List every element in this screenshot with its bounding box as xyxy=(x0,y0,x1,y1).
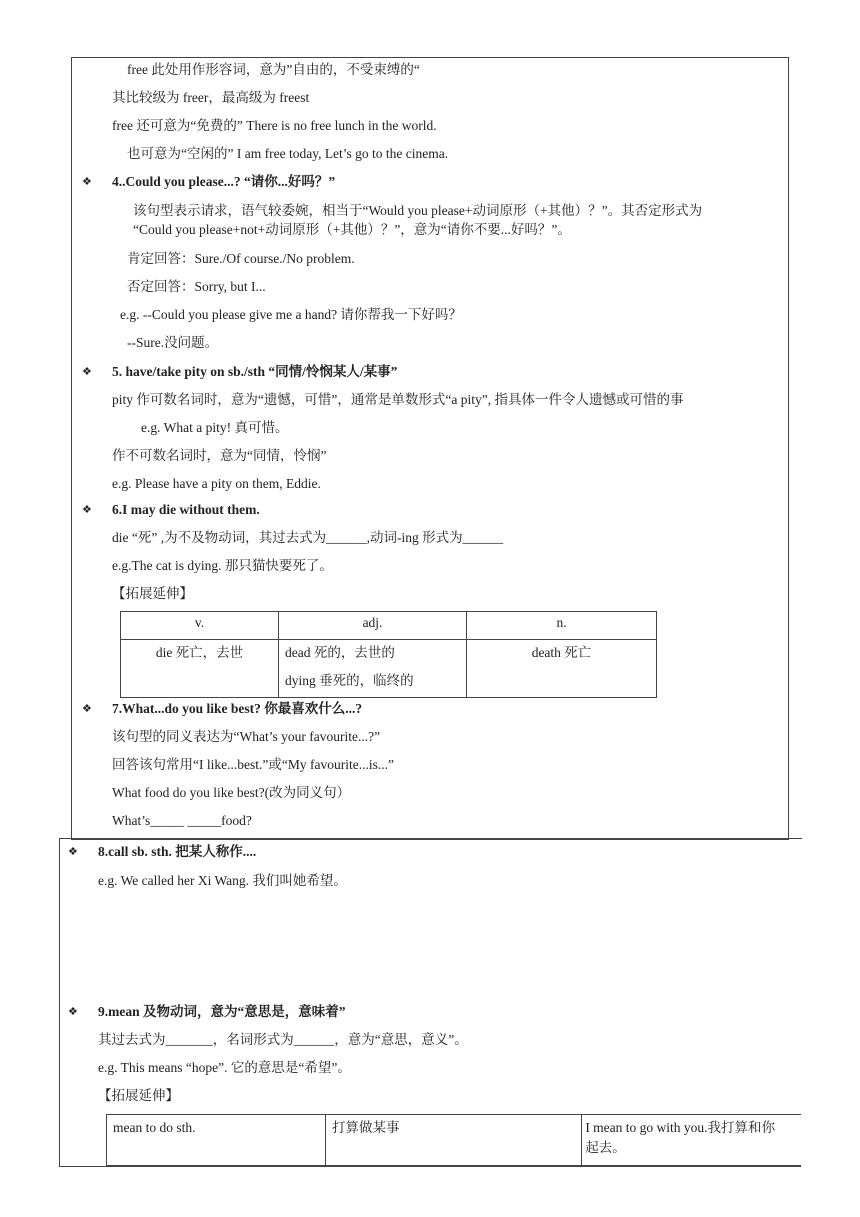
mean-usage-table xyxy=(106,1114,826,1166)
table-cell-adjective xyxy=(279,640,467,698)
section-6-example: e.g.The cat is dying. 那只猫快要死了。 xyxy=(112,558,333,573)
word-forms-table xyxy=(120,611,657,698)
section-4-example: e.g. --Could you please give me a hand? 请你帮我一下好吗？ xyxy=(120,307,462,322)
table-header-adjective: adj. xyxy=(279,612,467,640)
section-7-line-1: 该句型的同义表达为“What’s your favourite...?” xyxy=(112,729,381,744)
table-cell-adjective-dead: dead 死的，去世的 xyxy=(285,645,395,660)
bullet-diamond-icon: ❖ xyxy=(68,846,78,858)
section-4-heading: 4..Could you please...? “请你...好吗？” xyxy=(112,174,336,189)
section-4-line-2: “Could you please+not+动词原形（+其他）？”，意为“请你不要...好吗？”。 xyxy=(133,222,571,237)
table-cell-example-line-2: 起去。 xyxy=(585,1140,626,1155)
section-5-line-2: 作不可数名词时，意为“同情，怜悯” xyxy=(112,448,327,463)
table-cell-meaning: 打算做某事 xyxy=(325,1115,581,1166)
table-cell-adjective-dying: dying 垂死的，临终的 xyxy=(285,673,414,688)
table-header-verb: v. xyxy=(121,612,279,640)
table-row xyxy=(107,1115,826,1166)
section-4-positive-answer: 肯定回答：Sure./Of course./No problem. xyxy=(127,251,355,266)
section-9-heading: 9.mean 及物动词，意为“意思是，意味着” xyxy=(98,1004,346,1019)
section-7-exercise-blank: What’s_____ _____food? xyxy=(112,813,252,828)
free-meaning-idle: 也可意为“空闲的” I am free today, Let’s go to the cinema. xyxy=(127,146,449,161)
table-cell-example-line-1: I mean to go with you.我打算和你 xyxy=(585,1120,776,1135)
section-4-line-1: 该句型表示请求，语气较委婉，相当于“Would you please+动词原形（+其他）？”。其否定形式为 xyxy=(133,203,703,218)
section-8-example: e.g. We called her Xi Wang. 我们叫她希望。 xyxy=(98,873,347,888)
section-4-negative-answer: 否定回答：Sorry, but I... xyxy=(127,279,266,294)
section-6-heading: 6.I may die without them. xyxy=(112,502,260,517)
section-7-exercise: What food do you like best?(改为同义句） xyxy=(112,785,351,800)
free-meaning-free-of-charge: free 还可意为“免费的” There is no free lunch in the world. xyxy=(112,118,437,133)
table-header-row xyxy=(121,612,657,640)
section-4-example-answer: --Sure.没问题。 xyxy=(127,335,219,350)
section-9-extension-label: 【拓展延伸】 xyxy=(98,1088,179,1103)
section-5-example-1: e.g. What a pity! 真可惜。 xyxy=(141,420,289,435)
table-cell-noun: death 死亡 xyxy=(467,640,657,698)
bullet-diamond-icon: ❖ xyxy=(68,1006,78,1018)
table-cell-example xyxy=(582,1115,826,1166)
section-8-heading: 8.call sb. sth. 把某人称作.... xyxy=(98,844,257,859)
section-7-heading: 7.What...do you like best? 你最喜欢什么...? xyxy=(112,701,363,716)
section-6-line-1: die “死” ,为不及物动词，其过去式为______,动词-ing 形式为______ xyxy=(112,530,504,545)
bullet-diamond-icon: ❖ xyxy=(82,504,92,516)
free-comparative-note: 其比较级为 freer，最高级为 freest xyxy=(112,90,310,105)
table-header-noun: n. xyxy=(467,612,657,640)
bullet-diamond-icon: ❖ xyxy=(82,703,92,715)
section-5-example-2: e.g. Please have a pity on them, Eddie. xyxy=(112,476,321,491)
bullet-diamond-icon: ❖ xyxy=(82,366,92,378)
table-cell-verb: die 死亡，去世 xyxy=(121,640,279,698)
table-cell-phrase: mean to do sth. xyxy=(107,1115,326,1166)
section-5-line-1: pity 作可数名词时，意为“遗憾，可惜”，通常是单数形式“a pity”, 指具体一件令人遗憾或可惜的事 xyxy=(112,392,684,407)
section-9-line-1: 其过去式为_______，名词形式为______，意为“意思，意义”。 xyxy=(98,1032,468,1047)
free-adjective-note: free 此处用作形容词，意为”自由的，不受束缚的“ xyxy=(127,62,420,77)
bullet-diamond-icon: ❖ xyxy=(82,176,92,188)
section-5-heading: 5. have/take pity on sb./sth “同情/怜悯某人/某事” xyxy=(112,364,398,379)
section-9-example: e.g. This means “hope”. 它的意思是“希望”。 xyxy=(98,1060,351,1075)
table-row xyxy=(121,640,657,698)
page-edge-mask xyxy=(801,1100,860,1180)
section-6-extension-label: 【拓展延伸】 xyxy=(112,586,193,601)
section-7-line-2: 回答该句常用“I like...best.”或“My favourite...is...” xyxy=(112,757,394,772)
